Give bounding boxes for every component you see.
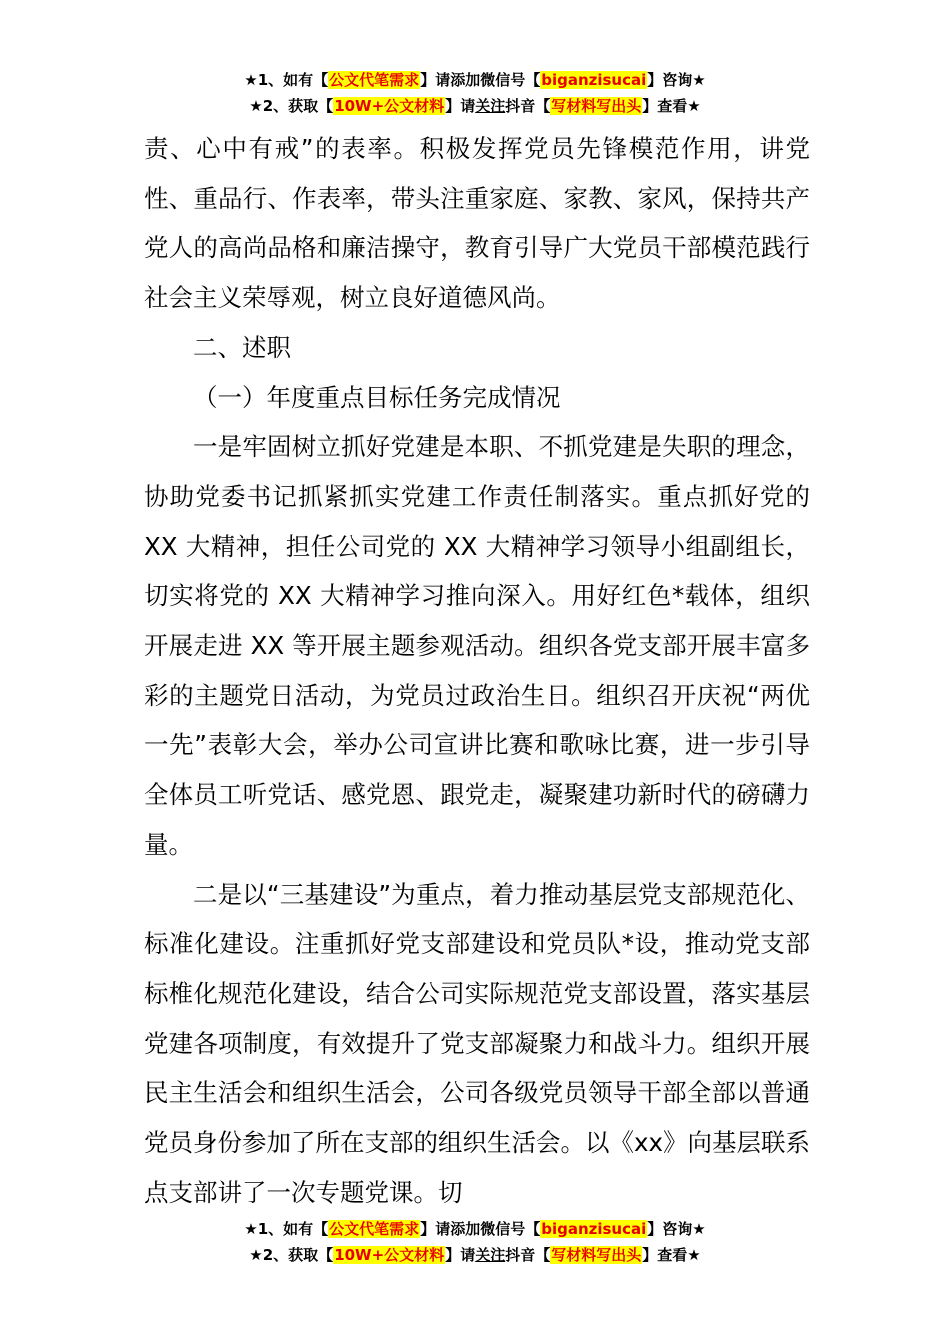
banner-line-2: ★2、获取【10W+公文材料】请关注抖音【写材料写出头】查看★ (249, 1246, 701, 1264)
header-banner (0, 67, 950, 119)
highlight-douyin: 写材料写出头 (551, 1246, 642, 1264)
paragraph-continuation: 责、心中有戒”的表率。积极发挥党员先锋模范作用，讲党性、重品行、作表率，带头注重家庭、家教、家风，保持共产党人的高尚品格和廉洁操守，教育引导广大党员干部模范践行社会主义荣辱观，树立良好道德风尚。 (144, 134, 810, 313)
highlight-douyin: 写材料写出头 (551, 97, 642, 115)
highlight-wechat-id: biganzisucai (541, 1220, 647, 1238)
banner-line-1: ★1、如有【公文代笔需求】请添加微信号【biganzisucai】咨询★ (244, 1220, 706, 1238)
underlined-follow: 关注 (475, 97, 506, 115)
highlight-service: 公文代笔需求 (329, 71, 420, 89)
paragraph-item-2: 二是以“三基建设”为重点，着力推动基层党支部规范化、标准化建设。注重抓好党支部建设和党员队*设，推动党支部标椎化规范化建设，结合公司实际规范党支部设置，落实基层党建各项制度，有效提升了党支部凝聚力和战斗力。组织开展民主生活会和组织生活会，公司各级党员领导干部全部以普通党员身份参加了所在支部的组织生活会。以《xx》向基层联系点支部讲了一次专题党课。切 (144, 879, 810, 1207)
subsection-heading: （一）年度重点目标任务完成情况 (193, 382, 561, 412)
section-heading: 二、述职 (193, 332, 291, 362)
highlight-materials: 10W+公文材料 (334, 97, 445, 115)
highlight-materials: 10W+公文材料 (334, 1246, 445, 1264)
highlight-wechat-id: biganzisucai (541, 71, 647, 89)
footer-banner (0, 1216, 950, 1268)
document-body (144, 124, 810, 1217)
underlined-follow: 关注 (475, 1246, 506, 1264)
paragraph-item-1: 一是牢固树立抓好党建是本职、不抓党建是失职的理念，协助党委书记抓紧抓实党建工作责任制落实。重点抓好党的 XX 大精神，担任公司党的 XX 大精神学习领导小组副组长，切实将党的 XX 大精神学习推向深入。用好红色*载体，组织开展走进 XX 等开展主题参观活动。组织各党支部开展丰富多彩的主题党日活动，为党员过政治生日。组织召开庆祝“两优一先”表彰大会，举办公司宣讲比赛和歌咏比赛，进一步引导全体员工听党话、感党恩、跟党走，凝聚建功新时代的磅礴力量。 (144, 432, 810, 859)
banner-line-2: ★2、获取【10W+公文材料】请关注抖音【写材料写出头】查看★ (249, 97, 701, 115)
banner-line-1: ★1、如有【公文代笔需求】请添加微信号【biganzisucai】咨询★ (244, 71, 706, 89)
highlight-service: 公文代笔需求 (329, 1220, 420, 1238)
